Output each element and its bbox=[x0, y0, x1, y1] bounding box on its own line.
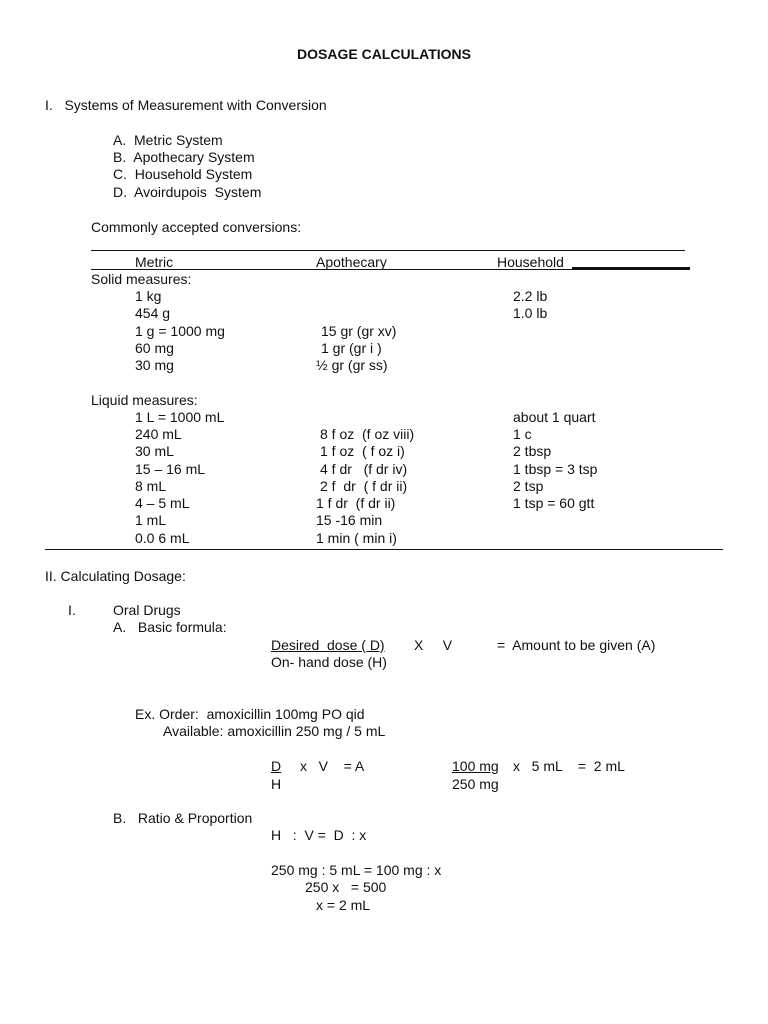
subsection-label: Oral Drugs bbox=[113, 602, 181, 618]
solid-metric-cell: 454 g bbox=[135, 305, 171, 321]
solid-metric-cell: 1 g = 1000 mg bbox=[135, 323, 225, 339]
ratio-line: 250 mg : 5 mL = 100 mg : x bbox=[271, 862, 442, 878]
section-divider bbox=[45, 549, 723, 550]
liquid-metric-cell: 30 mL bbox=[135, 443, 174, 459]
liquid-household-cell: 1 c bbox=[513, 426, 532, 442]
calc-x-v-equals-a: x V = A bbox=[300, 758, 365, 774]
conversions-label: Commonly accepted conversions: bbox=[91, 219, 302, 235]
col-header-metric: Metric bbox=[135, 254, 174, 270]
section-2-heading: II. Calculating Dosage: bbox=[45, 568, 186, 584]
example-available: Available: amoxicillin 250 mg / 5 mL bbox=[163, 723, 386, 739]
solid-metric-cell: 60 mg bbox=[135, 340, 174, 356]
liquid-household-cell: 1 tsp = 60 gtt bbox=[513, 495, 595, 511]
liquid-apothecary-cell: 4 f dr (f dr iv) bbox=[320, 461, 408, 477]
formula-denominator: On- hand dose (H) bbox=[271, 654, 387, 670]
liquid-apothecary-cell: 1 f dr (f dr ii) bbox=[316, 495, 396, 511]
calc-d: D bbox=[271, 758, 282, 774]
liquid-apothecary-cell: 15 -16 min bbox=[316, 512, 383, 528]
liquid-metric-cell: 1 L = 1000 mL bbox=[135, 409, 225, 425]
household-rule bbox=[572, 267, 690, 269]
liquid-apothecary-cell: 1 f oz ( f oz i) bbox=[320, 443, 405, 459]
formula-numerator: Desired dose ( D) bbox=[271, 637, 385, 653]
solid-apothecary-cell: 1 gr (gr i ) bbox=[321, 340, 382, 356]
liquid-metric-cell: 0.0 6 mL bbox=[135, 530, 190, 546]
calc-250mg: 250 mg bbox=[452, 776, 499, 792]
system-item: B. Apothecary System bbox=[113, 149, 255, 165]
liquid-apothecary-cell: 1 min ( min i) bbox=[316, 530, 397, 546]
liquid-metric-cell: 15 – 16 mL bbox=[135, 461, 206, 477]
system-item: A. Metric System bbox=[113, 132, 223, 148]
ratio-formula: H : V = D : x bbox=[271, 827, 367, 843]
page-title: DOSAGE CALCULATIONS bbox=[297, 46, 471, 62]
solid-apothecary-cell: 15 gr (gr xv) bbox=[321, 323, 397, 339]
ratio-proportion-label: B. Ratio & Proportion bbox=[113, 810, 253, 826]
section-1-heading: I. Systems of Measurement with Conversion bbox=[45, 97, 327, 113]
calc-times-volume: x 5 mL = 2 mL bbox=[513, 758, 625, 774]
solid-apothecary-cell: ½ gr (gr ss) bbox=[316, 357, 388, 373]
example-order: Ex. Order: amoxicillin 100mg PO qid bbox=[135, 706, 365, 722]
liquid-metric-cell: 4 – 5 mL bbox=[135, 495, 190, 511]
col-header-household: Household bbox=[497, 254, 564, 270]
calc-100mg: 100 mg bbox=[452, 758, 499, 774]
liquid-apothecary-cell: 8 f oz (f oz viii) bbox=[320, 426, 415, 442]
ratio-line: 250 x = 500 bbox=[305, 879, 387, 895]
liquid-household-cell: about 1 quart bbox=[513, 409, 596, 425]
calc-h: H bbox=[271, 776, 282, 792]
liquid-measures-label: Liquid measures: bbox=[91, 392, 198, 408]
solid-measures-label: Solid measures: bbox=[91, 271, 192, 287]
ratio-line: x = 2 mL bbox=[316, 897, 371, 913]
subsection-number: I. bbox=[68, 602, 76, 618]
liquid-metric-cell: 8 mL bbox=[135, 478, 167, 494]
liquid-metric-cell: 240 mL bbox=[135, 426, 182, 442]
col-header-apothecary: Apothecary bbox=[316, 254, 387, 270]
basic-formula-label: A. Basic formula: bbox=[113, 619, 227, 635]
dash-rule bbox=[91, 250, 685, 251]
liquid-household-cell: 2 tbsp bbox=[513, 443, 552, 459]
system-item: D. Avoirdupois System bbox=[113, 184, 262, 200]
header-rule bbox=[91, 269, 690, 270]
liquid-household-cell: 1 tbsp = 3 tsp bbox=[513, 461, 598, 477]
solid-metric-cell: 1 kg bbox=[135, 288, 162, 304]
formula-times-v: X V bbox=[414, 637, 453, 653]
solid-household-cell: 1.0 lb bbox=[513, 305, 548, 321]
system-item: C. Household System bbox=[113, 166, 253, 182]
solid-metric-cell: 30 mg bbox=[135, 357, 174, 373]
liquid-apothecary-cell: 2 f dr ( f dr ii) bbox=[320, 478, 408, 494]
solid-household-cell: 2.2 lb bbox=[513, 288, 548, 304]
formula-result: = Amount to be given (A) bbox=[497, 637, 656, 653]
liquid-metric-cell: 1 mL bbox=[135, 512, 167, 528]
liquid-household-cell: 2 tsp bbox=[513, 478, 544, 494]
